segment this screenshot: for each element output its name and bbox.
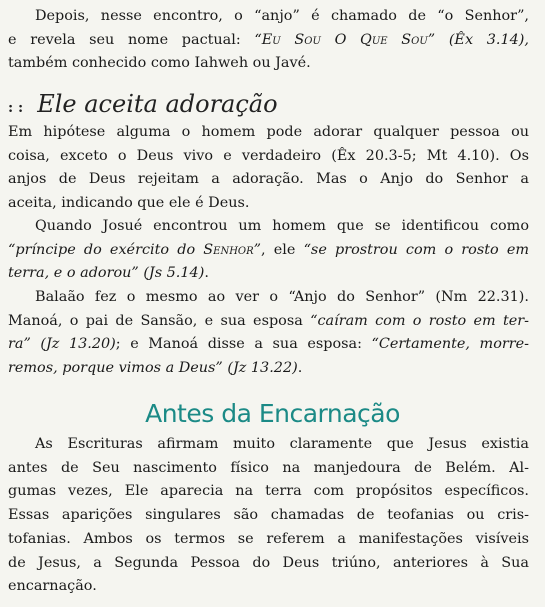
text-line: Depois, nesse encontro, o “anjo” é chamado de “o Senhor”, [35, 8, 529, 24]
subheading-text: Ele aceita adoração [37, 90, 278, 118]
text-line: aceita, indicando que ele é Deus. [8, 195, 250, 212]
text-span: . [204, 265, 209, 282]
text-line: Balaão fez o mesmo ao ver o “Anjo do Senhor” (Nm 22.31). [35, 289, 529, 305]
text-line: Essas aparições singulares são chamadas de teofanias ou cris- [8, 507, 529, 524]
section-heading: Antes da Encarnação [145, 399, 400, 428]
text-span: . [297, 360, 303, 377]
quote-span: “Certamente, morre- [371, 336, 530, 353]
text-line [8, 333, 529, 357]
quote-span: “se prostrou com o rosto em [303, 241, 530, 258]
text-line: gumas vezes, Ele aparecia na terra com propósitos específicos. [8, 483, 529, 500]
paragraph-name-reveal [8, 5, 529, 76]
quote-span: remos, porque vimos a Deus” (Jz 13.22) [8, 360, 298, 377]
scripture-reference: (Êx 3.14), [435, 31, 529, 48]
text-line [8, 357, 529, 381]
paragraph-joshua [8, 215, 529, 286]
bullet-dots-icon: : : [8, 100, 24, 116]
paragraph-balaam [8, 286, 529, 381]
quote-span: “príncipe do exército do [8, 241, 204, 258]
text-line: As Escrituras afirmam muito claramente que Jesus existia [35, 436, 529, 452]
quote-span: terra, e o adorou” (Js 5.14) [8, 265, 205, 282]
text-line [8, 310, 529, 334]
text-line [8, 29, 529, 53]
text-line: encarnação. [8, 578, 97, 595]
text-span: , ele [261, 241, 304, 258]
text-line: também conhecido como Iahweh ou Javé. [8, 55, 311, 72]
subheading [8, 89, 278, 123]
text-line: Quando Josué encontrou um homem que se identificou como [35, 218, 529, 234]
text-span: Manoá, o pai de Sansão, e sua esposa [8, 312, 311, 329]
text-line: anjos de Deus rejeitam a adoração. Mas o Anjo do Senhor a [8, 171, 529, 188]
text-span: ; e Manoá disse a sua esposa: [115, 336, 372, 353]
text-line: coisa, exceto o Deus vivo e verdadeiro (Êx 20.3-5; Mt 4.10). Os [8, 147, 529, 164]
text-line: Em hipótese alguma o homem pode adorar qualquer pessoa ou [8, 124, 529, 140]
text-span: e revela seu nome pactual: [8, 31, 255, 48]
text-line: de Jesus, a Segunda Pessoa do Deus triúno, anteriores à Sua [8, 554, 529, 571]
quote-span: ” [253, 241, 262, 258]
paragraph-worship [8, 121, 529, 216]
paragraph-incarnation [8, 433, 529, 599]
quote-span: ra” (Jz 13.20) [8, 336, 116, 353]
text-line: tofanias. Ambos os termos se referem a manifestações visíveis [8, 530, 529, 547]
text-line: antes de Seu nascimento físico na manjedoura de Belém. Al- [8, 459, 529, 476]
quote-span: “caíram com o rosto em ter- [310, 312, 529, 329]
text-line [8, 239, 529, 263]
divine-name: Senhor [203, 241, 254, 258]
divine-name-quote: “Eu Sou O Que Sou” [254, 31, 436, 48]
text-line [8, 262, 529, 286]
